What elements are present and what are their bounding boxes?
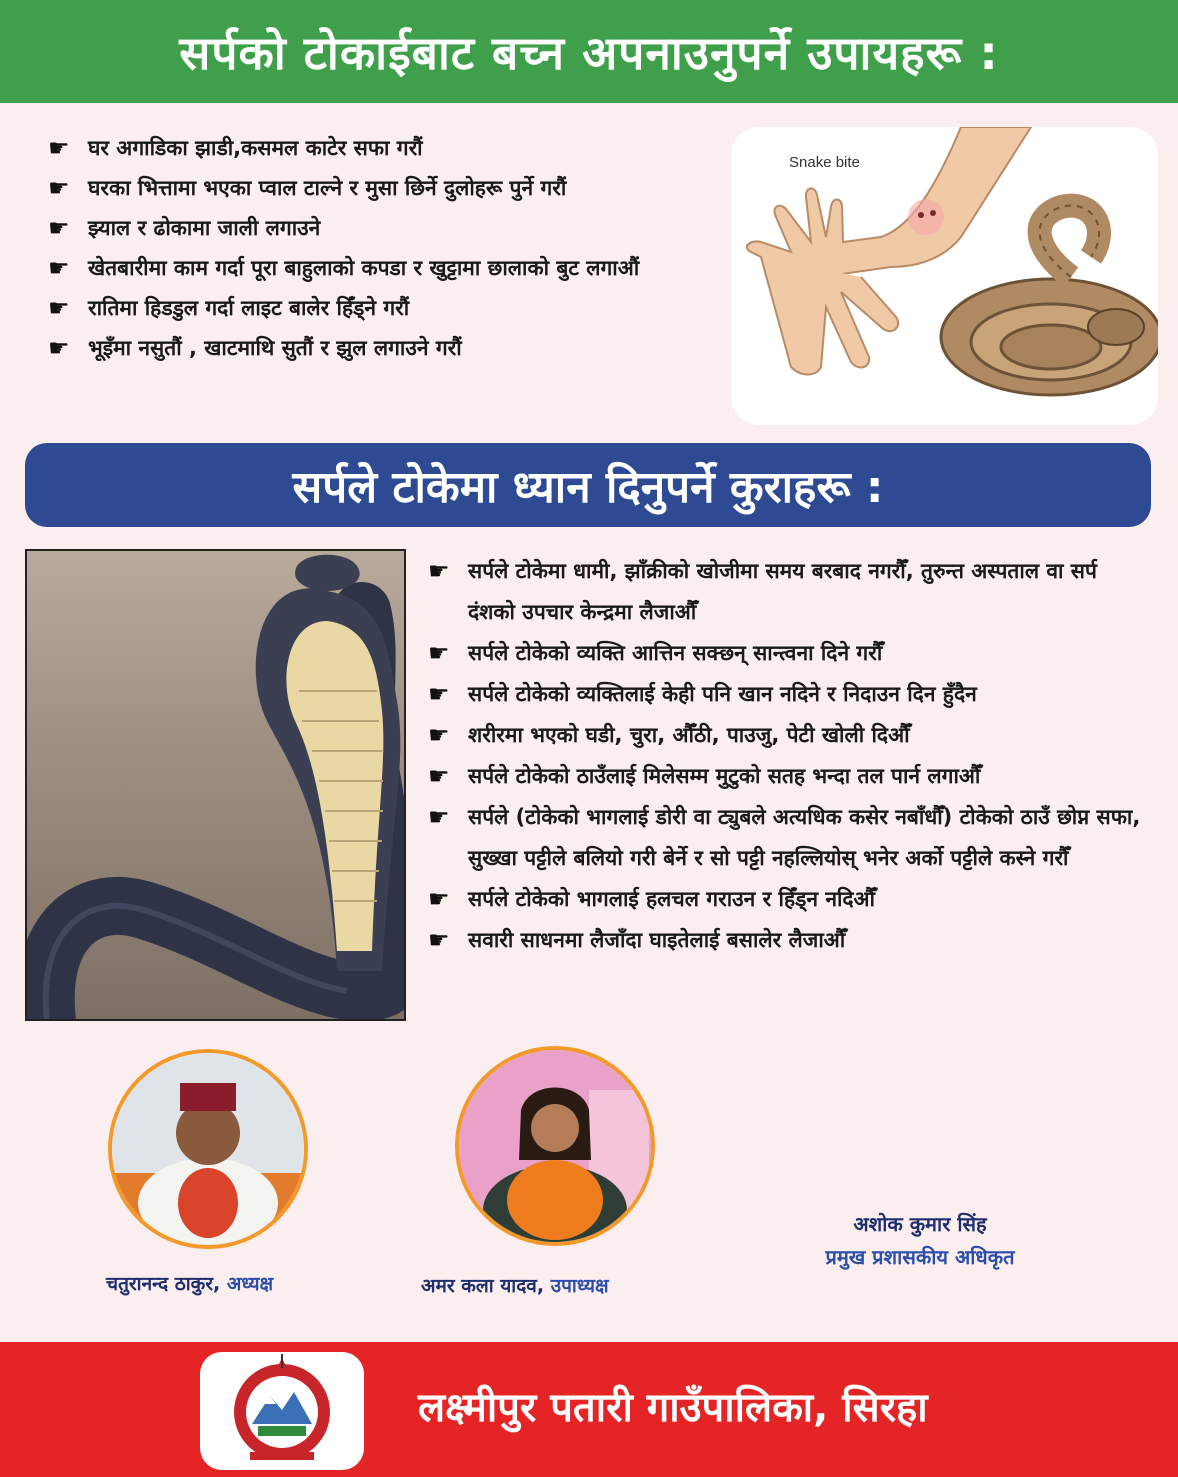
pointing-hand-icon: ☛ <box>428 721 450 749</box>
pointing-hand-icon: ☛ <box>48 294 70 322</box>
list-item: ☛ सवारी साधनमा लैजाँदा घाइतेलाई बसालेर लैजाऔँ <box>428 920 1148 961</box>
chief-officer-block <box>785 1210 1055 1270</box>
pointing-hand-icon: ☛ <box>48 134 70 162</box>
section-title: सर्पले टोकेमा ध्यान दिनुपर्ने कुराहरू : <box>292 462 884 513</box>
hand-and-snake-drawing <box>731 127 1158 425</box>
list-item: ☛ सर्पले टोकेको भागलाई हलचल गराउन र हिँड्न नदिऔँ <box>428 879 1148 920</box>
nepal-emblem-icon <box>200 1352 364 1470</box>
cobra-photo <box>25 549 406 1021</box>
page-title: सर्पको टोकाईबाट बच्न अपनाउनुपर्ने उपायहरू : <box>179 25 999 80</box>
image-caption: Snake bite <box>789 154 860 171</box>
list-item: ☛ सर्पले टोकेको व्यक्तिलाई केही पनि खान नदिने र निदाउन दिन हुँदैन <box>428 674 1148 715</box>
list-item: ☛ रातिमा हिडडुल गर्दा लाइट बालेर हिँड्ने गरौं <box>48 288 738 328</box>
list-item: ☛ घर अगाडिका झाडी,कसमल काटेर सफा गरौं <box>48 128 738 168</box>
list-item: ☛ घरका भित्तामा भएका प्वाल टाल्ने र मुसा छिर्ने दुलोहरू पुर्ने गरौं <box>48 168 738 208</box>
prevention-list <box>48 128 738 368</box>
vice-chair-portrait <box>455 1046 655 1246</box>
list-item: ☛ झ्याल र ढोकामा जाली लगाउने <box>48 208 738 248</box>
chair-name: चतुरानन्द ठाकुर, अध्यक्ष <box>106 1273 274 1295</box>
pointing-hand-icon: ☛ <box>428 680 450 708</box>
list-item: ☛ भूइँमा नसुतौं , खाटमाथि सुतौं र झुल लगाउने गरौं <box>48 328 738 368</box>
list-item: ☛ सर्पले टोकेको व्यक्ति आत्तिन सक्छन् सान्त्वना दिने गरौँ <box>428 633 1148 674</box>
footer-banner <box>0 1342 1178 1477</box>
list-item: ☛ खेतबारीमा काम गर्दा पूरा बाहुलाको कपडा र खुट्टामा छालाको बुट लगाऔं <box>48 248 738 288</box>
pointing-hand-icon: ☛ <box>428 803 450 831</box>
vice-chair-name: अमर कला यादव, उपाध्यक्ष <box>421 1275 609 1297</box>
officer-name: अशोक कुमार सिंह <box>853 1212 987 1236</box>
pointing-hand-icon: ☛ <box>428 762 450 790</box>
pointing-hand-icon: ☛ <box>428 926 450 954</box>
snakebite-care-list <box>428 551 1148 961</box>
cobra-drawing <box>27 551 406 1021</box>
government-emblem <box>200 1352 364 1470</box>
officer-role: प्रमुख प्रशासकीय अधिकृत <box>825 1245 1015 1269</box>
snake-bite-illustration <box>731 127 1158 425</box>
municipality-name: लक्ष्मीपुर पतारी गाउँपालिका, सिरहा <box>418 1385 928 1431</box>
pointing-hand-icon: ☛ <box>428 639 450 667</box>
pointing-hand-icon: ☛ <box>48 254 70 282</box>
pointing-hand-icon: ☛ <box>48 214 70 242</box>
header-banner <box>0 0 1178 103</box>
list-item: ☛ सर्पले (टोकेको भागलाई डोरी वा ट्युबले अत्यधिक कसेर नबाँधौँ) टोकेको ठाउँ छोप्न सफा, सुख्खा पट्टीले बलियो गरी बेर्ने र सो पट्टी नहल्लियोस् भनेर अर्को पट्टीले कस्ने गरौँ <box>428 797 1148 879</box>
pointing-hand-icon: ☛ <box>48 174 70 202</box>
pointing-hand-icon: ☛ <box>428 557 450 585</box>
pointing-hand-icon: ☛ <box>48 334 70 362</box>
list-item: ☛ सर्पले टोकेमा धामी, झाँक्रीको खोजीमा समय बरबाद नगरौँ, तुरुन्त अस्पताल वा सर्प दंशको उपचार केन्द्रमा लैजाऔँ <box>428 551 1148 633</box>
list-item: ☛ शरीरमा भएको घडी, चुरा, औँठी, पाउजु, पेटी खोली दिऔँ <box>428 715 1148 756</box>
section-banner <box>25 443 1151 527</box>
list-item: ☛ सर्पले टोकेको ठाउँलाई मिलेसम्म मुटुको सतह भन्दा तल पार्न लगाऔँ <box>428 756 1148 797</box>
pointing-hand-icon: ☛ <box>428 885 450 913</box>
chair-portrait <box>108 1049 308 1249</box>
